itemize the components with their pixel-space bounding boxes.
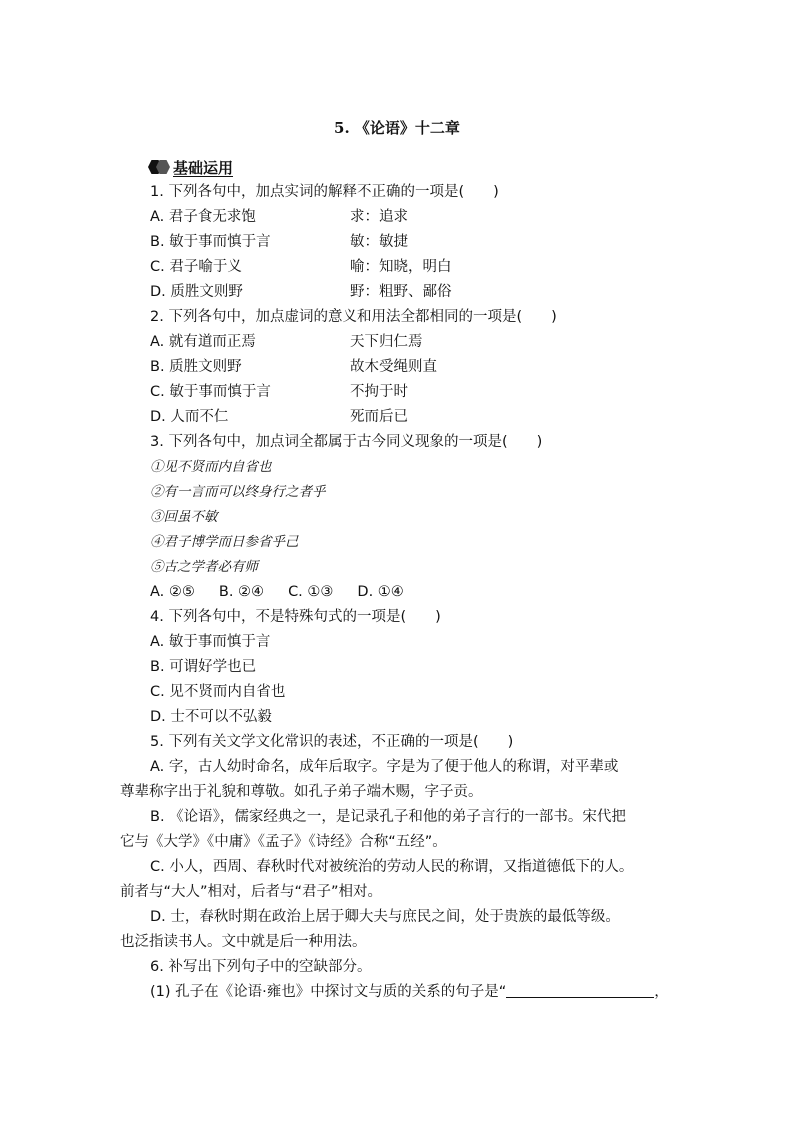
option-sentence: A. 君子食无求饱	[150, 209, 256, 225]
hexagon-icon	[148, 158, 170, 176]
q4-option: A. 敏于事而慎于言	[150, 634, 271, 650]
option-gloss: 野：粗野、鄙俗	[350, 284, 452, 300]
option-gloss: 求：追求	[350, 209, 408, 225]
q3-item: ①见不贤而内自省也	[150, 459, 272, 475]
option-compare: 不拘于时	[350, 384, 408, 400]
q5-option-continuation: 尊辈称字出于礼貌和尊敬。如孔子弟子端木赐，字子贡。	[120, 784, 483, 800]
option-compare: 天下归仁焉	[350, 334, 423, 350]
q5-option-continuation: 它与《大学》《中庸》《孟子》《诗经》合称“五经”。	[120, 834, 447, 850]
q2-option	[150, 330, 690, 355]
q5-stem: 5. 下列有关文学文化常识的表述，不正确的一项是( )	[150, 734, 514, 750]
page-title: 5. 《论语》十二章	[334, 119, 460, 137]
q3-item: ③回虽不敏	[150, 509, 218, 525]
q6-sub1-comma: ，	[654, 984, 669, 1000]
q6-stem: 6. 补写出下列句子中的空缺部分。	[150, 959, 372, 975]
q4-option: B. 可谓好学也已	[150, 659, 257, 675]
q5-option-first-line: A. 字，古人幼时命名，成年后取字。字是为了便于他人的称谓，对平辈或	[150, 759, 619, 775]
option-sentence: D. 质胜文则野	[150, 284, 243, 300]
option-compare: 故木受绳则直	[350, 359, 437, 375]
choice-a: A. ②⑤	[150, 584, 195, 600]
q1-option	[150, 205, 690, 230]
choice-b: B. ②④	[218, 584, 265, 600]
q5-option-continuation: 前者与“大人”相对，后者与“君子”相对。	[120, 884, 383, 900]
q1-option	[150, 255, 690, 280]
q4-option: C. 见不贤而内自省也	[150, 684, 286, 700]
q3-stem: 3. 下列各句中，加点词全都属于古今同义现象的一项是( )	[150, 434, 543, 450]
choice-d: D. ①④	[357, 584, 404, 600]
option-compare: 死而后已	[350, 409, 408, 425]
section-header	[148, 156, 233, 178]
q2-option	[150, 405, 690, 430]
option-sentence: D. 人而不仁	[150, 409, 229, 425]
option-sentence: C. 君子喻于义	[150, 259, 242, 275]
option-sentence: B. 质胜文则野	[150, 359, 242, 375]
q2-stem: 2. 下列各句中，加点虚词的意义和用法全都相同的一项是( )	[150, 309, 557, 325]
q3-item: ⑤古之学者必有师	[150, 559, 258, 575]
q4-stem: 4. 下列各句中，不是特殊句式的一项是( )	[150, 609, 441, 625]
q6-sub1-text: (1) 孔子在《论语·雍也》中探讨文与质的关系的句子是“	[150, 984, 507, 1000]
q1-stem: 1. 下列各句中，加点实词的解释不正确的一项是( )	[150, 184, 499, 200]
q5-option-first-line: C. 小人，西周、春秋时代对被统治的劳动人民的称谓，又指道德低下的人。	[150, 859, 634, 875]
q3-choices	[150, 580, 690, 605]
q2-option	[150, 380, 690, 405]
choice-c: C. ①③	[288, 584, 334, 600]
section-label: 基础运用	[173, 158, 234, 177]
answer-blank[interactable]	[506, 981, 654, 998]
q6-sub1	[150, 980, 690, 1005]
option-sentence: A. 就有道而正焉	[150, 334, 256, 350]
q5-option-continuation: 也泛指读书人。文中就是后一种用法。	[120, 934, 367, 950]
q1-option	[150, 280, 690, 305]
q5-option-first-line: B. 《论语》，儒家经典之一，是记录孔子和他的弟子言行的一部书。宋代把	[150, 809, 626, 825]
option-gloss: 敏：敏捷	[350, 234, 408, 250]
question-list	[120, 180, 690, 1005]
q4-option: D. 士不可以不弘毅	[150, 709, 272, 725]
option-gloss: 喻：知晓，明白	[350, 259, 452, 275]
q3-item: ②有一言而可以终身行之者乎	[150, 484, 326, 500]
option-sentence: C. 敏于事而慎于言	[150, 384, 271, 400]
q2-option	[150, 355, 690, 380]
q1-option	[150, 230, 690, 255]
q5-option-first-line: D. 士，春秋时期在政治上居于卿大夫与庶民之间，处于贵族的最低等级。	[150, 909, 620, 925]
option-sentence: B. 敏于事而慎于言	[150, 234, 271, 250]
q3-item: ④君子博学而日参省乎己	[150, 534, 299, 550]
